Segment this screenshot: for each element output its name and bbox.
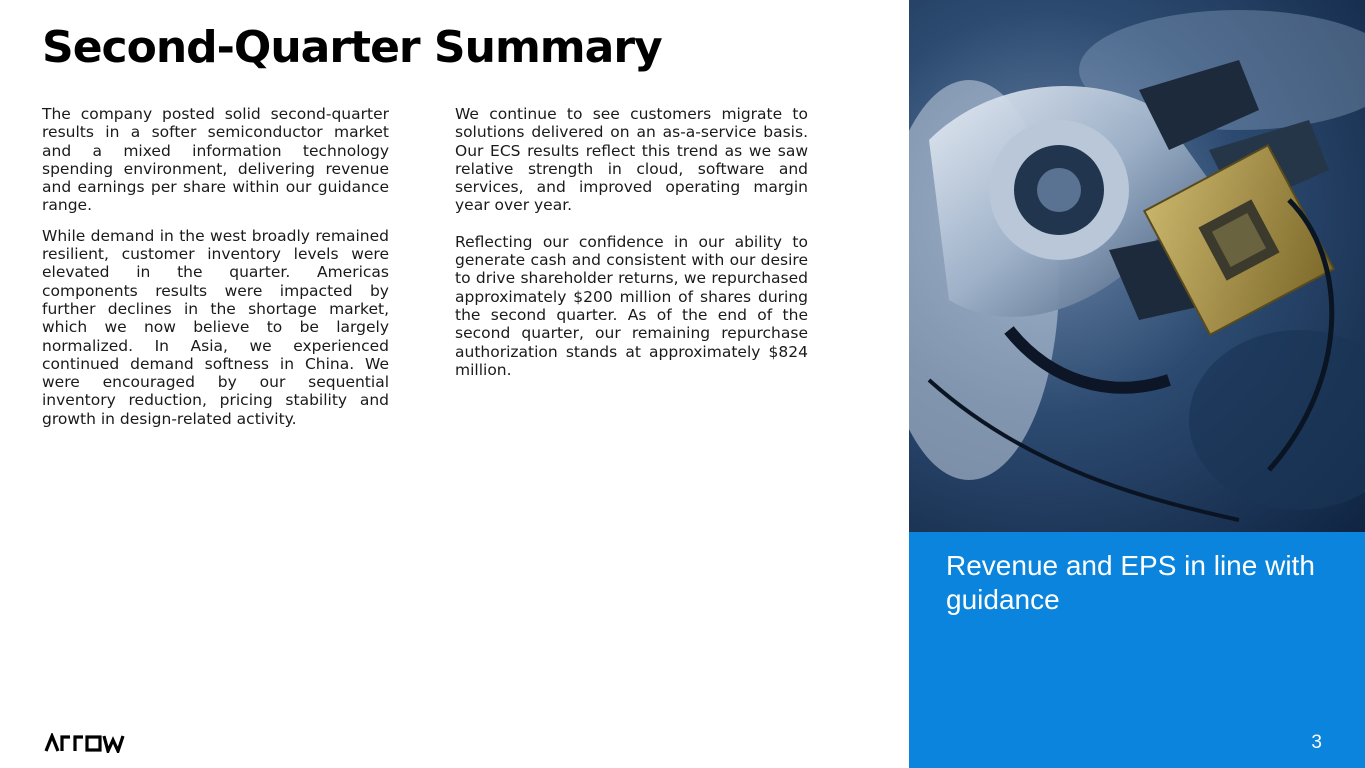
robotic-arm-microchip-photo <box>909 0 1365 532</box>
callout-panel <box>909 532 1365 768</box>
paragraph: Reflecting our confidence in our ability to generate cash and consistent with our desire to drive shareholder returns, we repurchased approximately $200 million of shares during the second quarter. As of the end of the second quarter, our remaining repurchase authorization stands at approximately $824 million. <box>455 232 808 379</box>
paragraph: We continue to see customers migrate to solutions delivered on an as-a-service basis. Our ECS results reflect this trend as we saw relative strength in cloud, software and services, and improved operating margin year over year. <box>455 105 808 215</box>
page-number: 3 <box>1311 732 1322 753</box>
arrow-logo <box>44 733 130 753</box>
callout-text: Revenue and EPS in line with guidance <box>946 550 1315 615</box>
paragraph: The company posted solid second-quarter results in a softer semiconductor market and a mixed information technology spending environment, delivering revenue and earnings per share within our guidance range. <box>42 105 389 215</box>
slide-title: Second-Quarter Summary <box>42 22 662 73</box>
left-text-column <box>42 105 389 440</box>
right-text-column <box>455 105 808 397</box>
paragraph: While demand in the west broadly remained resilient, customer inventory levels were elevated in the quarter. Americas components results were impacted by further declines in the shortage market, which we now believe to be largely normalized. In Asia, we experienced continued demand softness in China. We were encouraged by our sequential inventory reduction, pricing stability and growth in design-related activity. <box>42 226 389 428</box>
